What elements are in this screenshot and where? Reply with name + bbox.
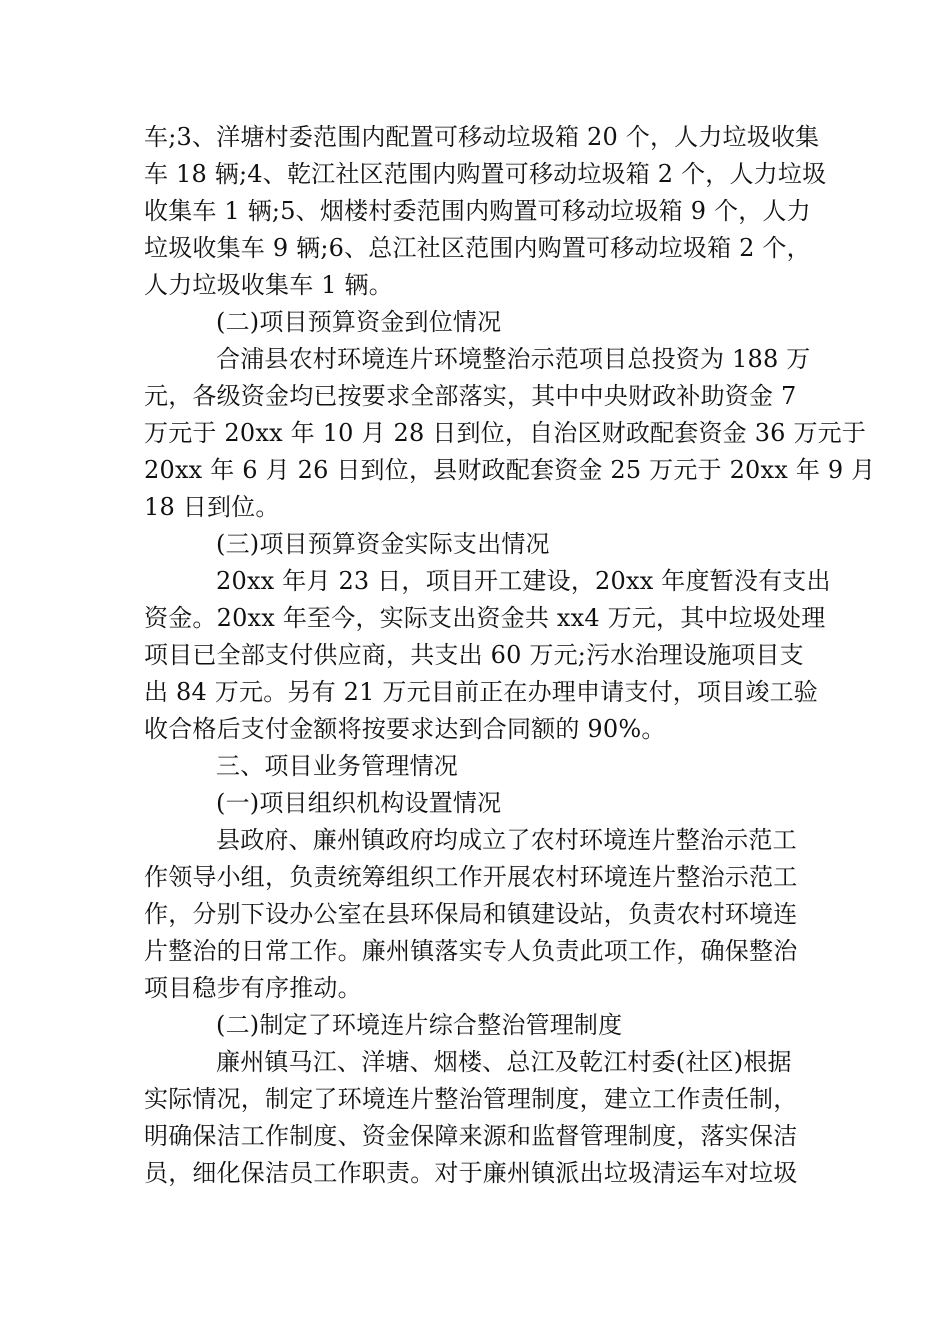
- text-line: 收合格后支付金额将按要求达到合同额的 90%。: [144, 715, 666, 743]
- text-line: 人力垃圾收集车 1 辆。: [144, 271, 393, 299]
- paragraph-first-line: 廉州镇马江、洋塘、烟楼、总江及乾江村委(社区)根据: [216, 1048, 792, 1076]
- text-line: 资金。20xx 年至今，实际支出资金共 xx4 万元，其中垃圾处理: [144, 604, 826, 632]
- text-line: 20xx 年 6 月 26 日到位，县财政配套资金 25 万元于 20xx 年 9 月: [144, 456, 876, 484]
- text-line: 作领导小组，负责统筹组织工作开展农村环境连片整治示范工: [144, 863, 798, 891]
- text-line: 项目已全部支付供应商，共支出 60 万元;污水治理设施项目支: [144, 641, 804, 669]
- text-line: 员，细化保洁员工作职责。对于廉州镇派出垃圾清运车对垃圾: [144, 1159, 798, 1187]
- text-line: 出 84 万元。另有 21 万元目前正在办理申请支付，项目竣工验: [144, 678, 818, 706]
- text-line: 实际情况，制定了环境连片整治管理制度，建立工作责任制，: [144, 1085, 798, 1113]
- text-line: 明确保洁工作制度、资金保障来源和监督管理制度，落实保洁: [144, 1122, 798, 1150]
- text-line: 元，各级资金均已按要求全部落实，其中中央财政补助资金 7: [144, 382, 797, 410]
- text-line: 车 18 辆;4、乾江社区范围内购置可移动垃圾箱 2 个，人力垃圾: [144, 160, 827, 188]
- text-line: 片整治的日常工作。廉州镇落实专人负责此项工作，确保整治: [144, 937, 798, 965]
- text-line: 垃圾收集车 9 辆;6、总江社区范围内购置可移动垃圾箱 2 个，: [144, 234, 811, 262]
- paragraph-first-line: 合浦县农村环境连片环境整治示范项目总投资为 188 万: [216, 345, 811, 373]
- text-line: 作，分别下设办公室在县环保局和镇建设站，负责农村环境连: [144, 900, 798, 928]
- text-line: 项目稳步有序推动。: [144, 974, 362, 1002]
- section-heading: (三)项目预算资金实际支出情况: [216, 530, 550, 558]
- text-line: 收集车 1 辆;5、烟楼村委范围内购置可移动垃圾箱 9 个，人力: [144, 197, 811, 225]
- section-heading: 三、项目业务管理情况: [216, 752, 458, 780]
- paragraph-first-line: 县政府、廉州镇政府均成立了农村环境连片整治示范工: [216, 826, 797, 854]
- text-line: 18 日到位。: [144, 493, 280, 521]
- text-line: 万元于 20xx 年 10 月 28 日到位，自治区财政配套资金 36 万元于: [144, 419, 867, 447]
- subsection-heading: (二)制定了环境连片综合整治管理制度: [216, 1011, 623, 1039]
- subsection-heading: (一)项目组织机构设置情况: [216, 789, 502, 817]
- section-heading: (二)项目预算资金到位情况: [216, 308, 502, 336]
- text-line: 车;3、洋塘村委范围内配置可移动垃圾箱 20 个，人力垃圾收集: [144, 123, 820, 151]
- paragraph-first-line: 20xx 年月 23 日，项目开工建设，20xx 年度暂没有支出: [216, 567, 831, 595]
